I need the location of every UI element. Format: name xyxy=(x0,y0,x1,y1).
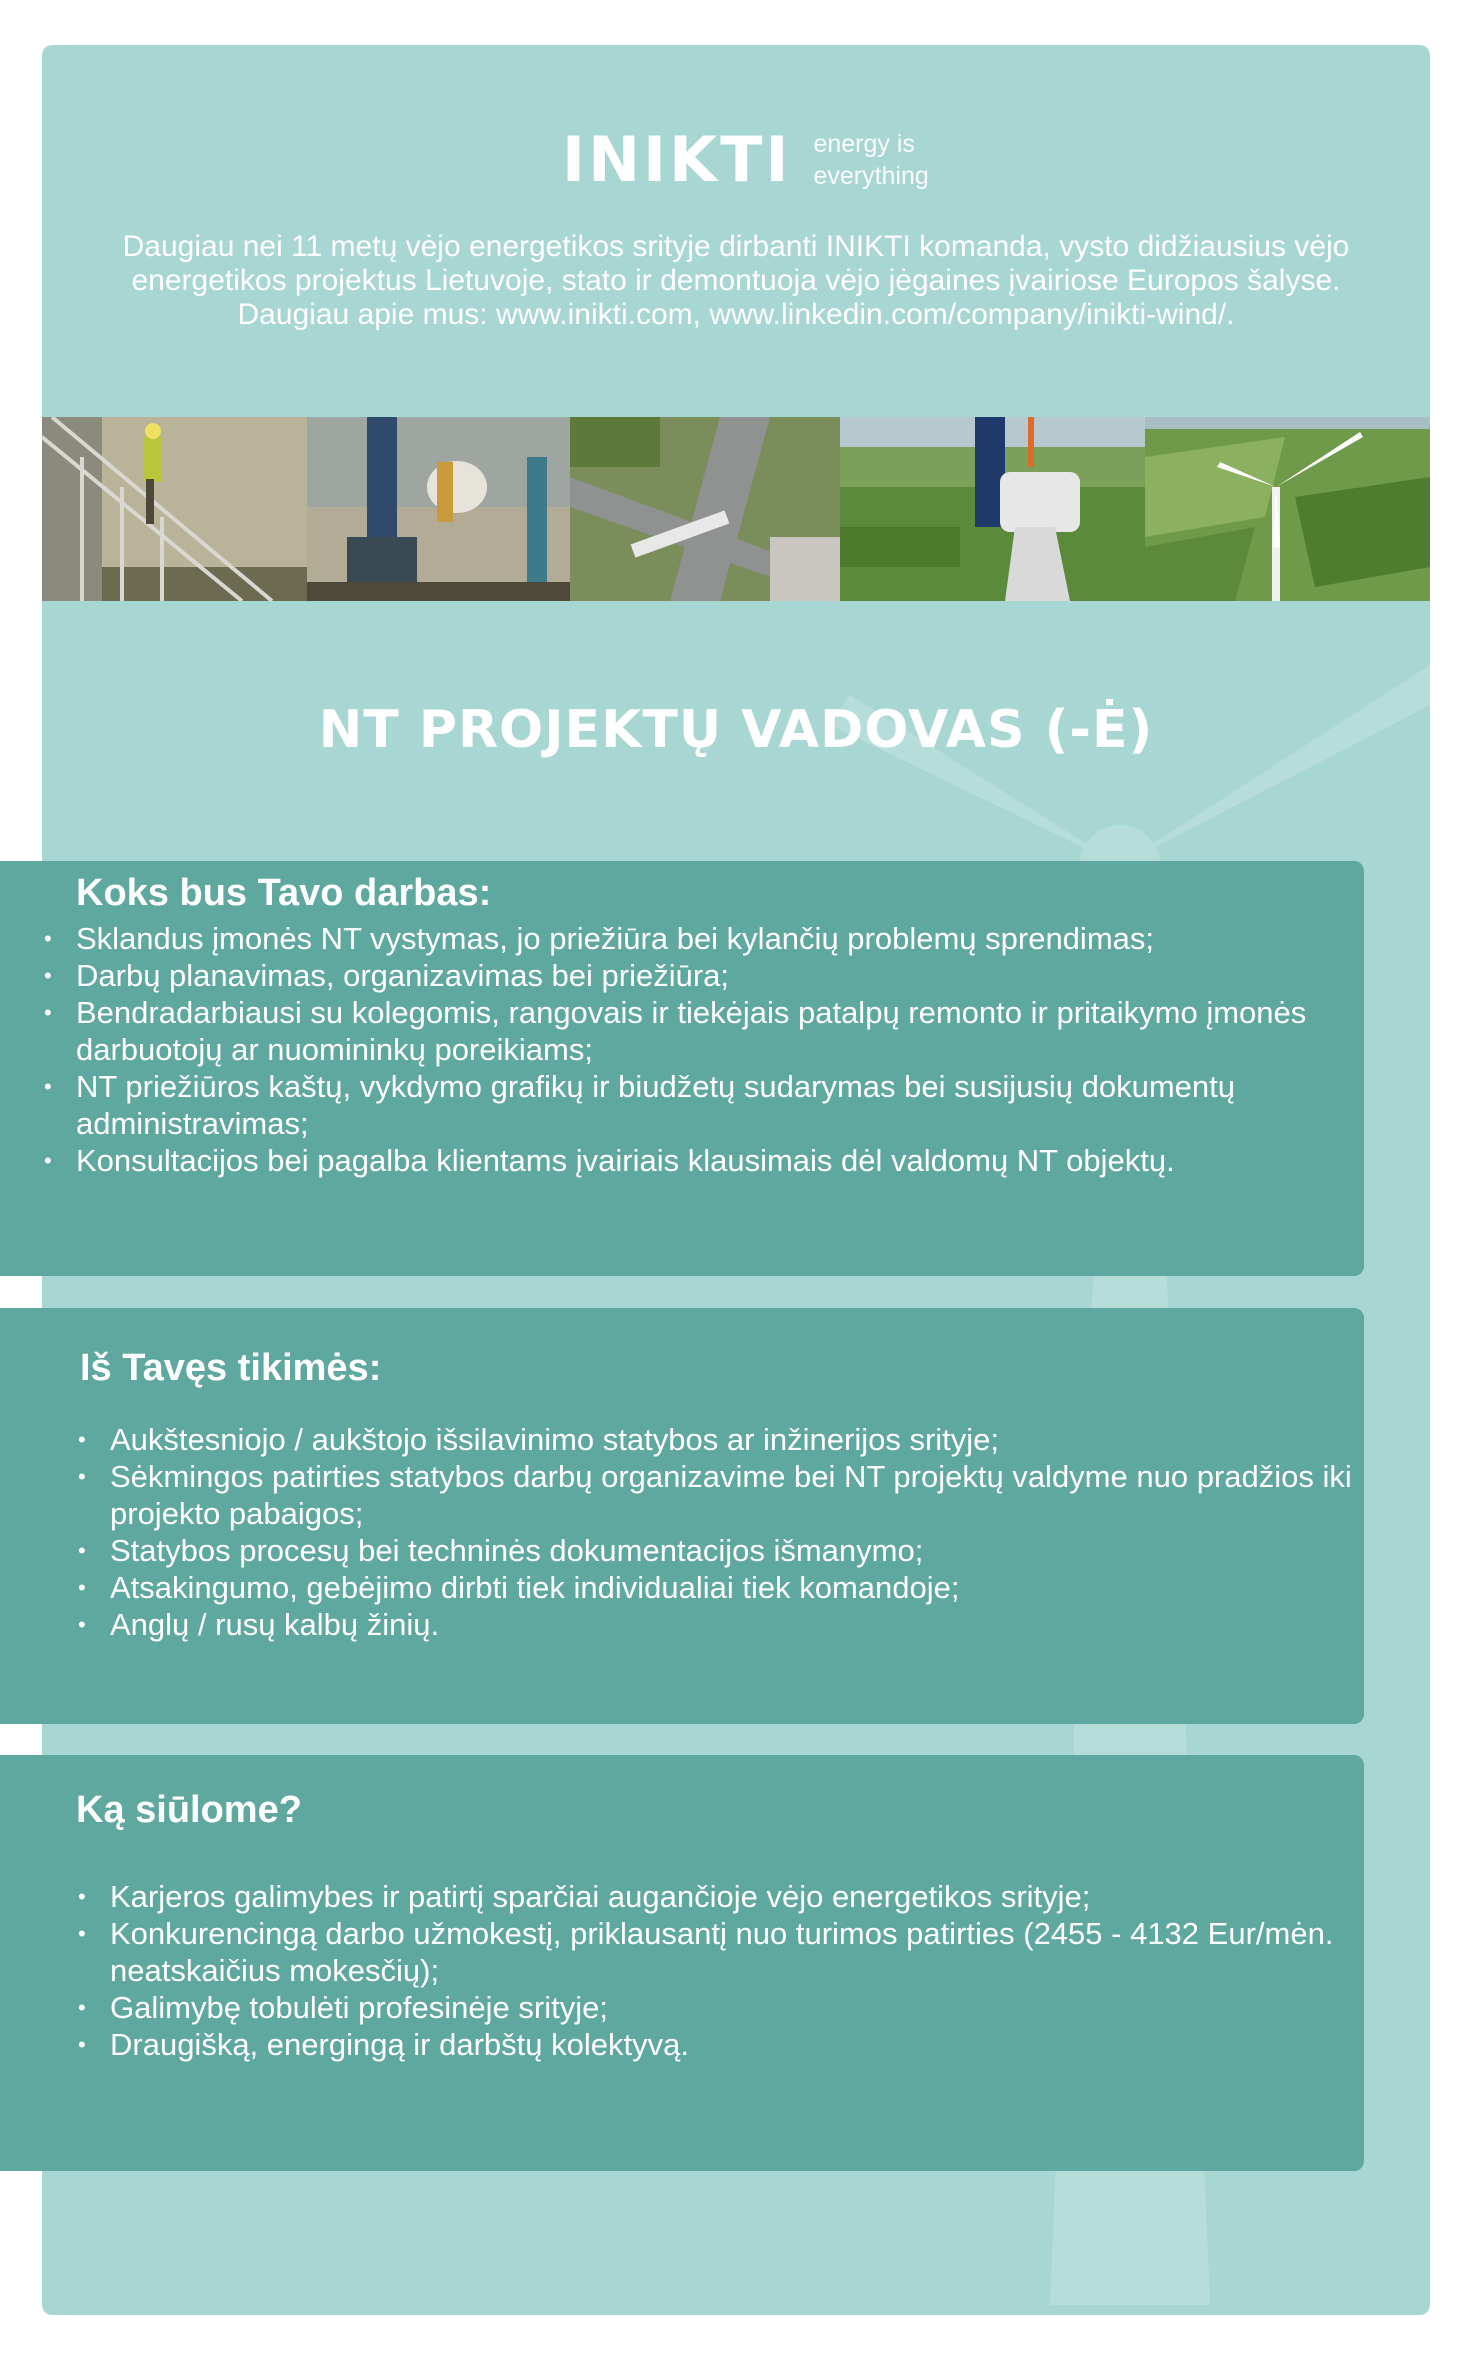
list-item: • Bendradarbiausi su kolegomis, rangovais ir tiekėjais patalpų remonto ir pritaikymo įmonės darbuotojų ar nuomininkų poreikiams; xyxy=(76,994,1354,1068)
list-item: • Karjeros galimybes ir patirtį sparčiai augančioje vėjo energetikos srityje; xyxy=(110,1878,1354,1915)
list-item: • Draugišką, energingą ir darbštų kolektyvą. xyxy=(110,2026,1354,2063)
tagline-line-1: energy is xyxy=(813,130,915,158)
section-title-duties: Koks bus Tavo darbas: xyxy=(76,872,492,914)
photo-crane-lifting-blade xyxy=(307,417,570,601)
logo-tagline xyxy=(813,128,928,192)
photo-wind-turbine-fields xyxy=(1145,417,1430,601)
list-item: • NT priežiūros kaštų, vykdymo grafikų ir biudžetų sudarymas bei susijusių dokumentų administravimas; xyxy=(76,1068,1354,1142)
section-card-offer xyxy=(0,1755,1364,2171)
section-title-requirements: Iš Tavęs tikimės: xyxy=(80,1347,382,1389)
photo-worker-on-stairs xyxy=(42,417,307,601)
list-item: • Atsakingumo, gebėjimo dirbti tiek individualiai tiek komandoje; xyxy=(110,1569,1354,1606)
list-item: • Konkurencingą darbo užmokestį, priklausantį nuo turimos patirties (2455 - 4132 Eur/mėn. neatskaičius mokesčių); xyxy=(110,1915,1354,1989)
list-item: • Statybos procesų bei techninės dokumentacijos išmanymo; xyxy=(110,1532,1354,1569)
photo-turbine-nacelle-aerial xyxy=(840,417,1145,601)
section-list-requirements xyxy=(110,1421,1354,1643)
list-item: • Anglų / rusų kalbų žinių. xyxy=(110,1606,1354,1643)
company-intro: Daugiau nei 11 metų vėjo energetikos srityje dirbanti INIKTI komanda, vysto didžiausius vėjo energetikos projektus Lietuvoje, stato ir demontuoja vėjo jėgaines įvairiose Europos šalyse. Daugiau apie mus: www.inikti.com, www.linkedin.com/company/inikti-wind/. xyxy=(122,230,1350,331)
list-item: • Konsultacijos bei pagalba klientams įvairiais klausimais dėl valdomų NT objektų. xyxy=(76,1142,1354,1179)
list-item: • Sklandus įmonės NT vystymas, jo priežiūra bei kylančių problemų sprendimas; xyxy=(76,920,1354,957)
logo-wordmark: INIKTI xyxy=(562,123,792,196)
brand-logo xyxy=(562,115,929,205)
list-item: • Aukštesniojo / aukštojo išsilavinimo statybos ar inžinerijos srityje; xyxy=(110,1421,1354,1458)
tagline-line-2: everything xyxy=(813,162,929,190)
job-title: NT PROJEKTŲ VADOVAS (-Ė) xyxy=(318,700,1154,760)
section-list-duties xyxy=(76,920,1354,1179)
photo-strip xyxy=(42,417,1430,601)
section-card-duties xyxy=(0,861,1364,1276)
section-title-offer: Ką siūlome? xyxy=(76,1789,302,1831)
list-item: • Galimybę tobulėti profesinėje srityje; xyxy=(110,1989,1354,2026)
section-list-offer xyxy=(110,1878,1354,2063)
photo-highway-intersection-aerial xyxy=(570,417,840,601)
list-item: • Sėkmingos patirties statybos darbų organizavime bei NT projektų valdyme nuo pradžios iki projekto pabaigos; xyxy=(110,1458,1354,1532)
list-item: • Darbų planavimas, organizavimas bei priežiūra; xyxy=(76,957,1354,994)
section-card-requirements xyxy=(0,1308,1364,1724)
